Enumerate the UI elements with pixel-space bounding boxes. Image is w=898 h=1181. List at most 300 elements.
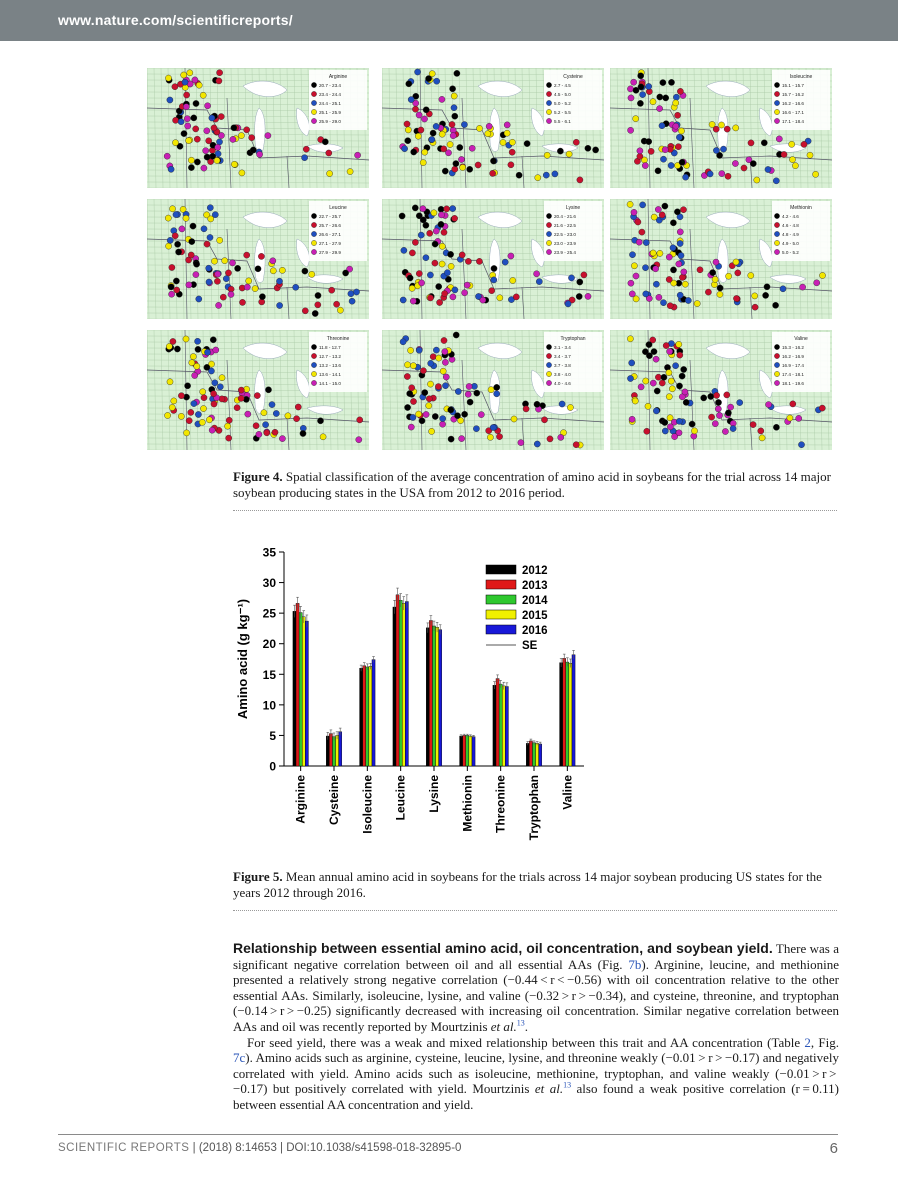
site-dot: [164, 153, 170, 159]
map-legend-range: 5.0 - 5.2: [782, 250, 799, 255]
site-dot: [653, 266, 659, 272]
site-dot: [632, 398, 638, 404]
site-dot: [427, 295, 433, 301]
bar-2015-tryptophan: [536, 743, 539, 766]
site-dot: [295, 404, 301, 410]
site-dot: [657, 94, 663, 100]
table2-link[interactable]: 2: [804, 1034, 811, 1050]
p1-text-b: ). Arginine, leucine, and methionine presented a relatively strong negative correlation (−0.44 < r < −0.56) with oil concentration relative to the other essential AAs. Similarly, isoleucine, lysine, and valine (−0.32 > r > −0.34), and cysteine, threonine, and tryptophan (−0.14 > r > −0.25) significantly decreased with increasing oil concentration. Similar negative correlation between AAs and oil was recently reported by Mourtzinis: [233, 956, 839, 1034]
site-dot: [184, 116, 190, 122]
site-dot: [660, 156, 666, 162]
p2-text-d: also found a weak positive correlation (r = 0.11) between essential AA concentration and yield.: [233, 1081, 839, 1112]
site-dot: [429, 428, 435, 434]
site-dot: [494, 391, 500, 397]
site-dot: [733, 259, 739, 265]
ref-13-link[interactable]: 13: [516, 1018, 525, 1028]
site-dot: [404, 362, 410, 368]
site-dot: [453, 332, 459, 338]
site-dot: [459, 436, 465, 442]
map-legend-swatch: [311, 371, 316, 376]
site-dot: [637, 153, 643, 159]
x-tick-label: Cysteine: [327, 775, 341, 826]
site-dot: [194, 261, 200, 267]
site-dot: [508, 253, 514, 259]
site-dot: [773, 424, 779, 430]
map-legend-range: 20.4 - 21.6: [554, 214, 576, 219]
site-dot: [798, 442, 804, 448]
site-dot: [801, 141, 807, 147]
site-dot: [188, 165, 194, 171]
site-dot: [666, 254, 672, 260]
site-dot: [343, 270, 349, 276]
x-tick-label: Isoleucine: [360, 775, 375, 834]
site-dot: [231, 125, 237, 131]
bar-2013-arginine: [296, 603, 299, 766]
site-dot: [300, 430, 306, 436]
site-dot: [489, 288, 495, 294]
site-dot: [534, 401, 540, 407]
site-dot: [185, 383, 191, 389]
site-dot: [434, 78, 440, 84]
legend-swatch-2014: [486, 595, 516, 604]
site-dot: [653, 281, 659, 287]
map-legend-swatch: [774, 353, 779, 358]
site-dot: [773, 302, 779, 308]
figure4-divider: [233, 510, 837, 511]
site-dot: [541, 417, 547, 423]
map-legend-range: 12.7 - 13.2: [319, 354, 341, 359]
site-dot: [765, 166, 771, 172]
map-legend-range: 20.7 - 23.4: [319, 83, 341, 88]
map-legend-range: 27.1 - 27.9: [319, 241, 341, 246]
site-dot: [676, 418, 682, 424]
site-dot: [509, 139, 515, 145]
site-dot: [430, 130, 436, 136]
site-dot: [673, 100, 679, 106]
map-legend-range: 24.4 - 25.1: [319, 101, 341, 106]
map-legend-swatch: [311, 362, 316, 367]
map-panel-tryptophan: [382, 330, 604, 450]
y-tick-label: 20: [262, 637, 276, 652]
site-dot: [410, 414, 416, 420]
map-legend-title: Arginine: [328, 74, 348, 80]
site-dot: [510, 277, 516, 283]
site-dot: [209, 115, 215, 121]
site-dot: [264, 430, 270, 436]
site-dot: [504, 122, 510, 128]
map-panel-lysine: [382, 199, 604, 319]
site-dot: [460, 164, 466, 170]
site-dot: [676, 261, 682, 267]
site-dot: [448, 251, 454, 257]
site-dot: [544, 152, 550, 158]
site-dot: [444, 206, 450, 212]
map-legend-swatch: [774, 91, 779, 96]
site-dot: [229, 260, 235, 266]
map-legend-swatch: [774, 344, 779, 349]
site-dot: [576, 293, 582, 299]
site-dot: [416, 347, 422, 353]
map-legend-range: 25.1 - 25.9: [319, 110, 341, 115]
figure4-text: Spatial classification of the average concentration of amino acid in soybeans for the trial across 14 major soybean producing states in the USA from 2012 to 2016 period.: [233, 469, 831, 500]
p2-etal: et al.: [534, 1081, 564, 1097]
bar-chart-svg: [232, 540, 592, 850]
site-dot: [439, 261, 445, 267]
site-dot: [646, 139, 652, 145]
site-dot: [685, 297, 691, 303]
map-legend-swatch: [546, 371, 551, 376]
site-dot: [673, 363, 679, 369]
x-tick-label: Methionin: [460, 775, 475, 832]
site-dot: [302, 155, 308, 161]
fig7c-link[interactable]: 7c: [233, 1050, 246, 1066]
x-tick-label: Tryptophan: [527, 775, 541, 841]
bar-2016-cysteine: [339, 732, 342, 766]
site-dot: [705, 289, 711, 295]
bar-2012-leucine: [393, 607, 396, 766]
site-dot: [302, 308, 308, 314]
site-dot: [173, 278, 179, 284]
site-dot: [473, 426, 479, 432]
site-dot: [270, 268, 276, 274]
site-dot: [720, 146, 726, 152]
map-legend-swatch: [311, 100, 316, 105]
site-dot: [448, 436, 454, 442]
site-dot: [265, 387, 271, 393]
figure5-caption: [233, 869, 833, 901]
site-dot: [426, 76, 432, 82]
site-dot: [452, 113, 458, 119]
site-dot: [650, 380, 656, 386]
map-legend-range: 16.2 - 16.9: [782, 354, 804, 359]
site-dot: [189, 239, 195, 245]
site-dot: [222, 258, 228, 264]
map-panel-arginine: [147, 68, 369, 188]
map-legend-range: 5.0 - 5.2: [554, 101, 571, 106]
site-dot: [670, 245, 676, 251]
journal-url[interactable]: www.nature.com/scientificreports/: [58, 12, 293, 28]
site-dot: [776, 136, 782, 142]
site-dot: [758, 428, 764, 434]
site-dot: [677, 292, 683, 298]
site-dot: [668, 162, 674, 168]
map-legend-range: 4.9 - 5.0: [782, 241, 799, 246]
site-dot: [225, 423, 231, 429]
site-dot: [573, 139, 579, 145]
site-dot: [418, 232, 424, 238]
site-dot: [193, 272, 199, 278]
site-dot: [315, 302, 321, 308]
site-dot: [504, 130, 510, 136]
site-dot: [433, 347, 439, 353]
site-dot: [261, 410, 267, 416]
site-dot: [415, 69, 421, 75]
map-legend-range: 27.9 - 29.9: [319, 250, 341, 255]
site-dot: [807, 152, 813, 158]
site-dot: [193, 126, 199, 132]
site-dot: [435, 384, 441, 390]
site-dot: [422, 390, 428, 396]
map-legend-range: 22.5 - 23.0: [554, 232, 576, 237]
map-legend-title: Methionin: [790, 205, 812, 211]
site-dot: [715, 399, 721, 405]
map-legend-swatch: [311, 249, 316, 254]
map-legend-range: 26.6 - 27.1: [319, 232, 341, 237]
site-dot: [405, 404, 411, 410]
site-dot: [426, 396, 432, 402]
footer-divider: [58, 1134, 838, 1135]
site-dot: [410, 363, 416, 369]
figure4-label: Figure 4.: [233, 469, 283, 484]
site-dot: [427, 381, 433, 387]
site-dot: [244, 127, 250, 133]
site-dot: [421, 116, 427, 122]
map-legend-range: 4.0 - 4.6: [554, 381, 571, 386]
site-dot: [196, 296, 202, 302]
map-legend-swatch: [546, 91, 551, 96]
site-dot: [294, 416, 300, 422]
site-dot: [667, 348, 673, 354]
site-dot: [442, 349, 448, 355]
map-legend-swatch: [774, 240, 779, 245]
site-dot: [337, 307, 343, 313]
site-dot: [196, 82, 202, 88]
site-dot: [452, 215, 458, 221]
bar-2015-lysine: [436, 627, 439, 766]
site-dot: [409, 250, 415, 256]
site-dot: [179, 226, 185, 232]
site-dot: [171, 398, 177, 404]
site-dot: [450, 206, 456, 212]
site-dot: [277, 302, 283, 308]
site-dot: [165, 412, 171, 418]
map-legend-range: 23.9 - 25.4: [554, 250, 576, 255]
site-dot: [725, 173, 731, 179]
site-dot: [780, 286, 786, 292]
site-dot: [735, 270, 741, 276]
map-legend-swatch: [774, 231, 779, 236]
site-dot: [573, 442, 579, 448]
site-dot: [656, 294, 662, 300]
site-dot: [633, 273, 639, 279]
site-dot: [203, 148, 209, 154]
site-dot: [430, 354, 436, 360]
site-dot: [450, 133, 456, 139]
map-legend-range: 5.2 - 5.5: [554, 110, 571, 115]
site-dot: [516, 172, 522, 178]
site-dot: [629, 252, 635, 258]
bar-2016-leucine: [405, 602, 408, 766]
map-legend-swatch: [546, 344, 551, 349]
site-dot: [204, 154, 210, 160]
site-dot: [675, 112, 681, 118]
bar-2013-isoleucine: [363, 666, 366, 766]
site-dot: [682, 389, 688, 395]
site-dot: [326, 150, 332, 156]
site-dot: [631, 209, 637, 215]
site-dot: [657, 250, 663, 256]
site-dot: [773, 178, 779, 184]
legend-label: SE: [522, 640, 538, 652]
bar-2016-isoleucine: [372, 660, 375, 766]
site-dot: [640, 92, 646, 98]
site-dot: [285, 413, 291, 419]
site-dot: [228, 291, 234, 297]
site-dot: [631, 263, 637, 269]
ref-13-link-2[interactable]: 13: [563, 1081, 572, 1091]
site-dot: [543, 172, 549, 178]
site-dot: [661, 374, 667, 380]
map-legend: [309, 332, 367, 392]
y-tick-label: 35: [262, 545, 276, 560]
site-dot: [633, 116, 639, 122]
site-dot: [334, 301, 340, 307]
site-dot: [660, 80, 666, 86]
site-dot: [451, 93, 457, 99]
bar-2013-tryptophan: [529, 741, 532, 766]
section-body: [233, 941, 839, 1113]
site-dot: [303, 146, 309, 152]
site-dot: [748, 272, 754, 278]
site-dot: [662, 419, 668, 425]
site-dot: [643, 378, 649, 384]
site-dot: [172, 233, 178, 239]
site-dot: [585, 145, 591, 151]
site-dot: [207, 234, 213, 240]
map-panel-cysteine: [382, 68, 604, 188]
chart-legend: [486, 565, 548, 652]
site-dot: [259, 294, 265, 300]
site-dot: [654, 388, 660, 394]
site-dot: [667, 424, 673, 430]
bar-2013-threonine: [496, 679, 499, 766]
site-dot: [269, 402, 275, 408]
site-dot: [252, 286, 258, 292]
map-panel-leucine: [147, 199, 369, 319]
p1-text-c: .: [524, 1018, 529, 1034]
site-dot: [412, 205, 418, 211]
page-number: 6: [829, 1140, 838, 1157]
figure4-map-grid: [147, 68, 833, 451]
site-dot: [726, 273, 732, 279]
site-dot: [204, 241, 210, 247]
site-dot: [581, 272, 587, 278]
map-legend-swatch: [311, 91, 316, 96]
site-dot: [637, 148, 643, 154]
site-dot: [710, 270, 716, 276]
site-dot: [689, 421, 695, 427]
map-legend: [544, 201, 602, 261]
site-dot: [627, 86, 633, 92]
site-dot: [406, 81, 412, 87]
site-dot: [183, 336, 189, 342]
site-dot: [194, 159, 200, 165]
site-dot: [439, 96, 445, 102]
map-legend: [544, 332, 602, 392]
site-dot: [677, 229, 683, 235]
site-dot: [166, 243, 172, 249]
map-legend-range: 4.2 - 4.6: [782, 214, 799, 219]
site-dot: [185, 123, 191, 129]
site-dot: [638, 73, 644, 79]
site-dot: [491, 277, 497, 283]
site-dot: [211, 125, 217, 131]
site-dot: [405, 138, 411, 144]
site-dot: [272, 429, 278, 435]
site-dot: [462, 290, 468, 296]
site-dot: [440, 416, 446, 422]
map-legend-swatch: [546, 82, 551, 87]
site-dot: [211, 258, 217, 264]
site-dot: [478, 412, 484, 418]
x-tick-label: Leucine: [393, 775, 408, 821]
site-dot: [431, 210, 437, 216]
site-dot: [329, 287, 335, 293]
site-dot: [467, 399, 473, 405]
site-dot: [643, 291, 649, 297]
site-dot: [691, 428, 697, 434]
map-legend-range: 25.9 - 29.0: [319, 119, 341, 124]
site-dot: [646, 83, 652, 89]
site-dot: [447, 141, 453, 147]
site-dot: [214, 157, 220, 163]
site-dot: [716, 412, 722, 418]
site-dot: [217, 237, 223, 243]
site-dot: [679, 373, 685, 379]
map-legend: [772, 332, 830, 392]
site-dot: [209, 427, 215, 433]
fig7b-link[interactable]: 7b: [628, 956, 642, 972]
site-dot: [204, 128, 210, 134]
site-dot: [655, 374, 661, 380]
map-legend-swatch: [774, 362, 779, 367]
site-dot: [217, 70, 223, 76]
site-dot: [442, 383, 448, 389]
x-tick-label: Arginine: [293, 775, 308, 824]
site-dot: [438, 212, 444, 218]
figure4-caption: [233, 469, 833, 501]
site-dot: [737, 400, 743, 406]
site-dot: [173, 117, 179, 123]
site-dot: [312, 310, 318, 316]
y-tick-label: 5: [269, 728, 276, 743]
map-legend-swatch: [774, 82, 779, 87]
site-dot: [681, 269, 687, 275]
site-dot: [429, 137, 435, 143]
map-legend-swatch: [546, 118, 551, 123]
site-dot: [322, 139, 328, 145]
bar-2015-cysteine: [336, 735, 339, 766]
map-legend-swatch: [546, 362, 551, 367]
site-dot: [674, 209, 680, 215]
map-legend-swatch: [546, 353, 551, 358]
site-dot: [668, 378, 674, 384]
site-dot: [239, 299, 245, 305]
site-dot: [651, 214, 657, 220]
map-legend-range: 13.6 - 14.1: [319, 372, 341, 377]
bar-2014-isoleucine: [366, 667, 369, 766]
site-dot: [184, 430, 190, 436]
y-tick-label: 10: [262, 698, 276, 713]
site-dot: [188, 157, 194, 163]
site-dot: [676, 341, 682, 347]
site-dot: [677, 240, 683, 246]
figure5-label: Figure 5.: [233, 869, 283, 884]
site-dot: [819, 272, 825, 278]
map-panel-methionin: [610, 199, 832, 319]
site-dot: [719, 171, 725, 177]
site-dot: [405, 127, 411, 133]
